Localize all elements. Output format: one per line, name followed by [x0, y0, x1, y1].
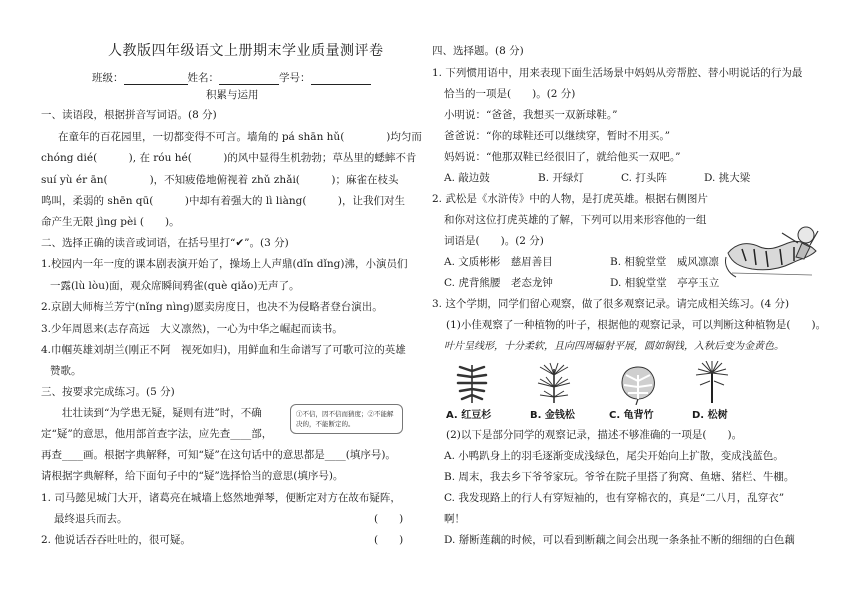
dialog-line-2: 爸爸说：“你的球鞋还可以继续穿，暂时不用买。”: [444, 130, 670, 142]
q3-sub-2: (2)以下是部分同学的观察记录，描述不够准确的一项是( )。: [446, 429, 743, 441]
q3-sub-1: (1)小佳观察了一种植物的叶子，根据他的观察记录，可以判断这种植物是( )。: [446, 319, 827, 331]
q3-option-d[interactable]: D. 掰断莲藕的时候，可以看到断藕之间会出现一条条扯不断的细细的白色藕: [444, 534, 795, 546]
section-1-heading: 一、读语段，根据拼音写词语。(8 分): [41, 109, 217, 121]
q1-option-b[interactable]: B. 开绿灯: [538, 172, 584, 184]
s3-line-1: 壮壮读到“为学患无疑，疑则有进”时，不确: [62, 407, 262, 419]
dictionary-note: [290, 404, 403, 434]
s3-q2-answer[interactable]: ( ): [374, 534, 404, 546]
q1-option-d[interactable]: D. 挑大梁: [704, 172, 751, 184]
q2-line-1: 2. 武松是《水浒传》中的人物，是打虎英雄。根据右侧图片: [432, 193, 708, 205]
q3-option-c-line-1[interactable]: C. 我发现路上的行人有穿短袖的，也有穿棉衣的，真是“二八月，乱穿衣”: [444, 492, 785, 504]
student-info: [92, 71, 371, 85]
s3-line-2: 定“疑”的意思，他用部首查字法，应先查____部，: [41, 428, 273, 440]
s1-line-2: chóng dié( ), 在 róu hé( )的风中显得生机勃勃；草丛里的蟋蟀不肯: [41, 152, 417, 164]
golden-larch-leaf-icon: [534, 361, 574, 405]
page-title: 人教版四年级语文上册期末学业质量测评卷: [108, 43, 384, 59]
s3-line-4: 请根据字典解释，给下面句子中的“疑”选择恰当的意思(填序号)。: [41, 470, 344, 482]
s3-q2-line: 2. 他说话吞吞吐吐的，很可疑。: [41, 534, 191, 546]
leaf-option-b[interactable]: B. 金钱松: [530, 410, 575, 421]
q2-option-b[interactable]: B. 相貌堂堂 威风凛凛: [610, 256, 719, 268]
q3-option-a[interactable]: A. 小鸭趴身上的羽毛逐渐变成浅绿色，尾尖开始向上扩散，变成浅蓝色。: [444, 450, 784, 462]
class-label: 班级：: [92, 72, 124, 84]
q2-option-c[interactable]: C. 虎背熊腰 老态龙钟: [444, 277, 553, 289]
monstera-leaf-icon: [616, 361, 660, 405]
name-label: 姓名：: [187, 72, 219, 84]
section-2-heading: 二、选择正确的读音或词语，在括号里打“✔”。(3 分): [41, 237, 289, 249]
q1-line-1: 1. 下列惯用语中，用来表现下面生活场景中妈妈从旁帮腔、替小明说话的行为最: [432, 67, 803, 79]
s2-line-4: 3.少年周恩来(志存高远 大义凛然)，一心为中华之崛起而读书。: [41, 323, 343, 335]
s2-line-5: 4.巾帼英雄刘胡兰(刚正不阿 视死如归)，用鲜血和生命谱写了可歌可泣的英雄: [41, 344, 406, 356]
dialog-line-3: 妈妈说：“他那双鞋已经很旧了，就给他买一双吧。”: [444, 151, 681, 163]
q2-option-a[interactable]: A. 文质彬彬 慈眉善目: [444, 256, 553, 268]
q3-option-c-line-2: 啊！: [444, 513, 465, 525]
s2-line-2: 一露(lù lòu)面，观众席瞬间鸦雀(què qiǎo)无声了。: [50, 280, 300, 292]
dialog-line-1: 小明说：“爸爸，我想买一双新球鞋。”: [444, 109, 618, 121]
section-3-heading: 三、按要求完成练习。(5 分): [41, 386, 175, 398]
s2-line-6: 赞歌。: [50, 365, 82, 377]
q3-line-1: 3. 这个学期，同学们留心观察，做了很多观察记录。请完成相关练习。(4 分): [432, 298, 790, 310]
name-field[interactable]: [219, 73, 279, 85]
s1-line-1: 在童年的百花园里，一切都变得不可言。墙角的 pá shān hǔ( )均匀而: [58, 131, 422, 143]
section-4-heading: 四、选择题。(8 分): [432, 45, 524, 57]
s3-q1-line-b: 最终退兵而去。: [54, 513, 128, 525]
q1-line-2: 恰当的一项是( )。(2 分): [444, 88, 576, 100]
red-yew-leaf-icon: [452, 361, 492, 405]
s3-q1-line-a: 1. 司马懿见城门大开，诸葛亮在城墙上悠然地弹琴，便断定对方在故布疑阵，: [41, 492, 401, 504]
dictionary-note-line-1: ①不信，因不信而猜度；②不能解: [296, 410, 394, 418]
s1-line-3: suí yù ér ān( )，不知疲倦地俯视着 zhǔ zhǎi( )；麻雀在枝头: [41, 174, 399, 186]
wusong-tiger-illustration: [722, 213, 822, 287]
q3-observation-note: 叶片呈线形，十分柔软，且向四周辐射平展，圆如铜钱，入秋后变为金黄色。: [444, 341, 784, 352]
s2-line-1: 1.校园内一年一度的课本剧表演开始了，操场上人声鼎(dǐn dǐng)沸，小演员们: [41, 258, 408, 270]
section-subtitle: 积累与运用: [206, 89, 259, 101]
id-field[interactable]: [311, 73, 371, 85]
leaf-option-d[interactable]: D. 松树: [692, 410, 728, 421]
s1-line-5: 命产生无限 jìng pèi ( )。: [41, 216, 180, 228]
leaf-option-a[interactable]: A. 红豆杉: [446, 410, 492, 421]
s2-line-3: 2.京剧大师梅兰芳宁(nǐng nìng)愿卖房度日，也决不为侵略者登台演出。: [41, 301, 383, 313]
s1-line-4: 鸣叫，柔弱的 shēn qū( )中却有着强大的 lì liàng( )，让我们对生: [41, 195, 406, 207]
q2-option-d[interactable]: D. 相貌堂堂 亭亭玉立: [610, 277, 720, 289]
dictionary-note-line-2: 决的，不能断定的。: [296, 420, 355, 428]
leaf-option-c[interactable]: C. 龟背竹: [609, 410, 654, 421]
id-label: 学号：: [279, 72, 311, 84]
q2-line-3: 词语是( )。(2 分): [444, 235, 544, 247]
s3-line-3: 再查____画。根据字典解释，可知“疑”在这句话中的意思都是____(填序号)。: [41, 449, 396, 461]
q3-option-b[interactable]: B. 周末，我去乡下爷爷家玩。爷爷在院子里搭了狗窝、鱼塘、猪栏、牛棚。: [444, 471, 795, 483]
q2-line-2: 和你对这位打虎英雄的了解，下列可以用来形容他的一组: [444, 214, 707, 226]
q1-option-c[interactable]: C. 打头阵: [621, 172, 667, 184]
q1-option-a[interactable]: A. 敲边鼓: [444, 172, 490, 184]
class-field[interactable]: [124, 73, 188, 85]
s3-q1-answer[interactable]: ( ): [374, 513, 404, 525]
pine-leaf-icon: [692, 361, 732, 405]
